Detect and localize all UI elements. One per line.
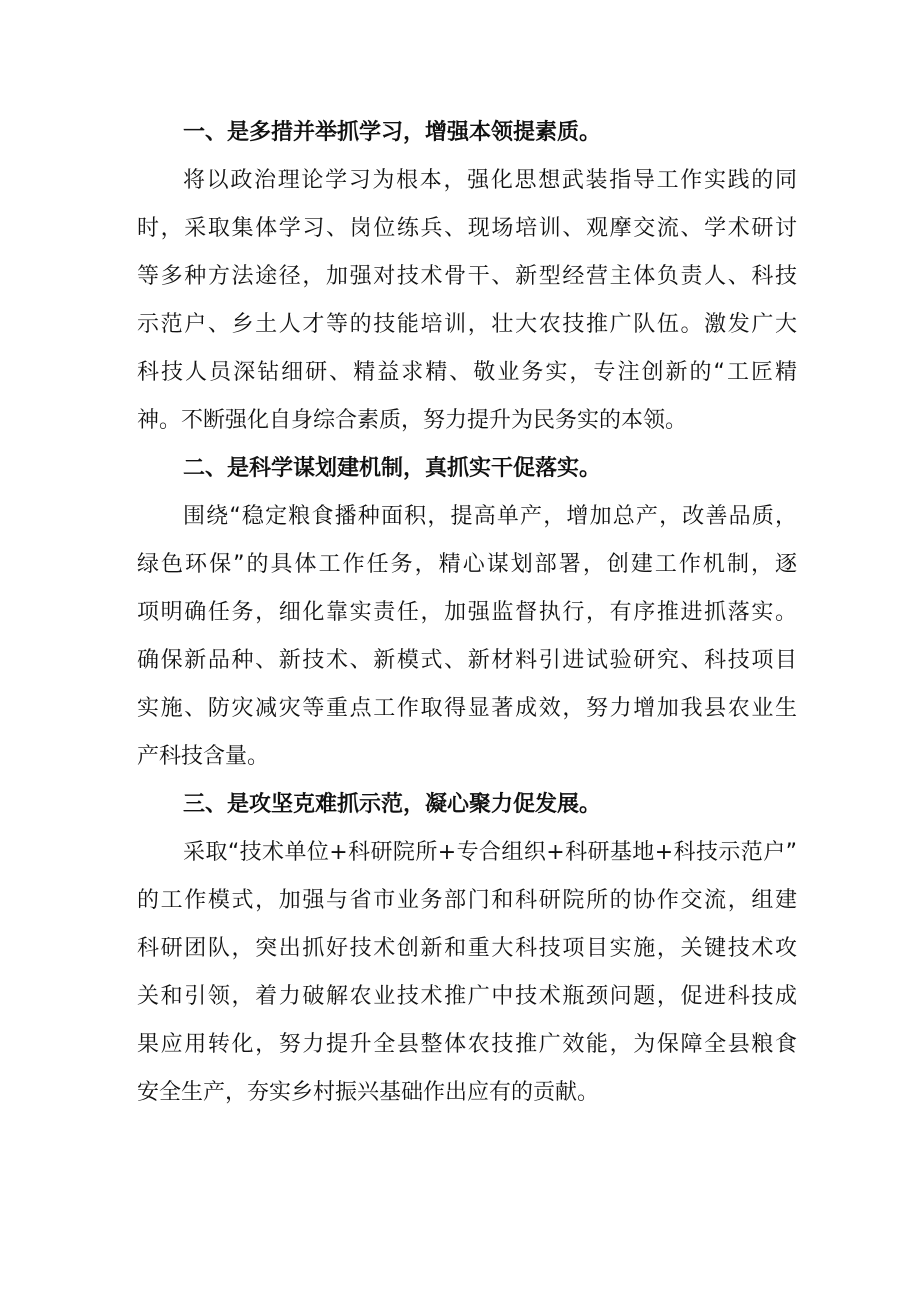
paragraph-line: 关和引领，着力破解农业技术推广中技术瓶颈问题，促进科技成 [137,984,797,1009]
paragraph-line: 安全生产，夯实乡村振兴基础作出应有的贡献。 [137,1080,600,1105]
paragraph-line: 将以政治理论学习为根本，强化思想武装指导工作实践的同 [183,168,797,193]
section-3-heading: 三、是攻坚克难抓示范，凝心聚力促发展。 [183,792,602,817]
paragraph-line: 围绕“稳定粮食播种面积，提高单产，增加总产，改善品质， [183,504,797,529]
paragraph-line: 示范户、乡土人才等的技能培训，壮大农技推广队伍。激发广大 [137,312,797,337]
paragraph-line: 采取“技术单位+科研院所+专合组织+科研基地+科技示范户” [183,840,797,865]
paragraph-line: 的工作模式，加强与省市业务部门和科研院所的协作交流，组建 [137,888,797,913]
paragraph-line: 项明确任务，细化靠实责任，加强监督执行，有序推进抓落实。 [137,600,797,625]
paragraph-line: 果应用转化，努力提升全县整体农技推广效能，为保障全县粮食 [137,1032,797,1057]
paragraph-line: 绿色环保”的具体工作任务，精心谋划部署，创建工作机制，逐 [137,552,797,577]
paragraph-line: 等多种方法途径，加强对技术骨干、新型经营主体负责人、科技 [137,264,797,289]
paragraph-line: 时，采取集体学习、岗位练兵、现场培训、观摩交流、学术研讨 [137,216,797,241]
paragraph-line: 科研团队，突出抓好技术创新和重大科技项目实施，关键技术攻 [137,936,797,961]
paragraph-line: 科技人员深钻细研、精益求精、敬业务实，专注创新的“工匠精 [137,360,797,385]
section-1-heading: 一、是多措并举抓学习，增强本领提素质。 [183,120,602,145]
paragraph-line: 确保新品种、新技术、新模式、新材料引进试验研究、科技项目 [137,648,797,673]
paragraph-line: 实施、防灾减灾等重点工作取得显著成效，努力增加我县农业生 [137,696,797,721]
section-2-heading: 二、是科学谋划建机制，真抓实干促落实。 [183,456,602,481]
paragraph-line: 产科技含量。 [137,744,270,769]
paragraph-line: 神。不断强化自身综合素质，努力提升为民务实的本领。 [137,408,688,433]
